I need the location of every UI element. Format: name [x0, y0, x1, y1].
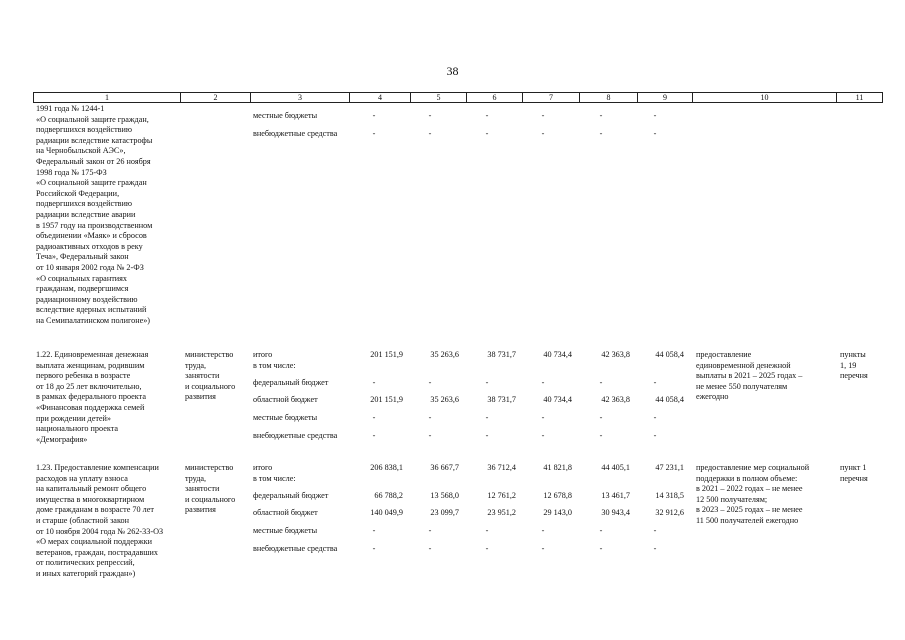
funding-source-label: федеральный бюджет [253, 491, 329, 500]
total-value: 44 058,4 [655, 350, 684, 359]
funding-value: - [372, 378, 376, 387]
column-header-10: 10 [692, 93, 836, 102]
total-value: 44 405,1 [601, 463, 630, 472]
funding-value: - [599, 431, 603, 440]
funding-value: 38 731,7 [487, 395, 516, 404]
total-value: 41 821,8 [543, 463, 572, 472]
total-label-line: в том числе: [253, 473, 296, 483]
funding-value: - [372, 129, 376, 138]
total-value: 47 231,1 [655, 463, 684, 472]
expected-result-line: 11 500 получателей ежегодно [696, 516, 799, 525]
expected-result-line: в 2021 – 2022 годах – не менее [696, 484, 803, 494]
funding-value: - [372, 544, 376, 553]
total-value: 38 731,7 [487, 350, 516, 359]
column-header-3: 3 [250, 93, 349, 102]
legal-reference-line: Российской Федерации, [36, 188, 120, 198]
expected-result-line: не менее 550 получателям [696, 381, 788, 391]
measure-title-line: от 18 до 25 лет включительно, [36, 381, 142, 391]
total-value: 35 263,6 [430, 350, 459, 359]
funding-value: - [428, 526, 432, 535]
expected-result-line: ежегодно [696, 392, 729, 402]
funding-value: - [541, 413, 545, 422]
funding-value: - [485, 111, 489, 120]
executor-line: занятости [185, 484, 220, 494]
legal-reference-line: подвергшихся воздействию [36, 199, 133, 209]
measure-title-line: «О мерах социальной поддержки [36, 537, 152, 547]
column-header-9: 9 [637, 93, 692, 102]
legal-reference-line: «О социальной защите граждан, [36, 114, 149, 124]
measure-title-line: при рождении детей» [36, 413, 112, 423]
legal-reference-line: на Чернобыльской АЭС», [36, 146, 126, 156]
legal-reference-line: объединении «Маяк» и сбросов [36, 231, 147, 241]
measure-title-line: 1.23. Предоставление компенсации [36, 463, 159, 472]
funding-value: - [541, 378, 545, 387]
funding-value: - [599, 378, 603, 387]
legal-reference-line: 1998 года № 175-ФЗ [36, 167, 107, 177]
funding-value: - [653, 413, 657, 422]
funding-value: - [599, 413, 603, 422]
funding-value: - [372, 526, 376, 535]
total-value: 36 712,4 [487, 463, 516, 472]
funding-value: - [428, 378, 432, 387]
funding-value: 66 788,2 [374, 491, 403, 500]
funding-value: - [541, 431, 545, 440]
executor-line: развития [185, 392, 216, 402]
funding-source-label: внебюджетные средства [253, 129, 338, 138]
legal-reference-line: на Семипалатинском полигоне») [36, 316, 151, 325]
measure-title-line: первого ребенка в возрасте [36, 371, 131, 381]
executor-line: и социального [185, 381, 236, 391]
funding-value: - [541, 544, 545, 553]
measure-title-line: доме гражданам в возрасте 70 лет [36, 505, 154, 515]
legal-reference-line: радиационному воздействию [36, 294, 138, 304]
reference-line: пункты [840, 350, 866, 359]
funding-value: - [485, 129, 489, 138]
legal-reference-line: гражданам, подвергшимся [36, 284, 129, 294]
funding-source-label: областной бюджет [253, 395, 318, 404]
funding-value: - [653, 431, 657, 440]
column-header-2: 2 [180, 93, 250, 102]
legal-reference-line: радиоактивных отходов в реку [36, 241, 143, 251]
legal-reference-line: Теча», Федеральный закон [36, 252, 129, 262]
expected-result-line: в 2023 – 2025 годах – не менее [696, 505, 803, 515]
funding-value: 12 761,2 [487, 491, 516, 500]
legal-reference-line: вследствие ядерных испытаний [36, 305, 147, 315]
funding-value: - [653, 544, 657, 553]
expected-result-line: 12 500 получателям; [696, 494, 768, 504]
measure-title-line: «Демография» [36, 434, 88, 444]
funding-value: 42 363,8 [601, 395, 630, 404]
expected-result-line: предоставление мер социальной [696, 463, 810, 472]
measure-title-line: и старше (областной закон [36, 516, 129, 525]
column-header-8: 8 [579, 93, 637, 102]
column-header-1: 1 [33, 93, 180, 102]
legal-reference-line: в 1957 году на производственном [36, 220, 153, 230]
legal-reference-line: от 10 января 2002 года № 2-ФЗ [36, 263, 144, 272]
measure-title-line: ветеранов, граждан, пострадавших [36, 547, 159, 557]
column-header-6: 6 [466, 93, 522, 102]
funding-value: - [541, 111, 545, 120]
executor-line: министерство [185, 463, 234, 472]
funding-value: - [653, 378, 657, 387]
funding-value: 30 943,4 [601, 508, 630, 517]
funding-value: 32 912,6 [655, 508, 684, 517]
executor-line: и социального [185, 494, 236, 504]
expected-result-line: выплаты в 2021 – 2025 годах – [696, 371, 803, 381]
column-header-4: 4 [349, 93, 410, 102]
reference-line: перечня [840, 473, 868, 483]
funding-value: - [653, 526, 657, 535]
funding-value: - [653, 129, 657, 138]
funding-value: - [485, 431, 489, 440]
measure-title-line: на капитальный ремонт общего [36, 484, 147, 494]
measure-title-line: в рамках федерального проекта [36, 392, 146, 402]
column-header-7: 7 [522, 93, 579, 102]
funding-value: - [599, 544, 603, 553]
executor-line: развития [185, 505, 216, 515]
funding-value: - [428, 413, 432, 422]
funding-source-label: федеральный бюджет [253, 378, 329, 387]
funding-value: 12 678,8 [543, 491, 572, 500]
measure-title-line: имущества в многоквартирном [36, 494, 145, 504]
legal-reference-line: радиации вследствие катастрофы [36, 135, 153, 145]
measure-title-line: и иных категорий граждан») [36, 569, 136, 578]
funding-value: - [428, 111, 432, 120]
total-value: 42 363,8 [601, 350, 630, 359]
expected-result-line: поддержки в полном объеме: [696, 473, 798, 483]
measure-title-line: от политических репрессий, [36, 558, 135, 568]
measure-title-line: «Финансовая поддержка семей [36, 403, 145, 412]
measure-title-line: от 10 ноября 2004 года № 262-33-ОЗ [36, 526, 164, 536]
executor-line: министерство [185, 350, 234, 359]
legal-reference-line: радиации вследствие аварии [36, 210, 136, 219]
executor-line: труда, [185, 473, 207, 483]
total-value: 206 838,1 [370, 463, 403, 472]
funding-value: - [372, 431, 376, 440]
total-value: 36 667,7 [430, 463, 459, 472]
funding-value: - [485, 526, 489, 535]
legal-reference-line: «О социальных гарантиях [36, 273, 128, 283]
expected-result-line: предоставление [696, 350, 752, 359]
legal-reference-line: «О социальной защите граждан [36, 178, 147, 188]
funding-value: - [428, 544, 432, 553]
funding-source-label: местные бюджеты [253, 526, 318, 535]
funding-value: - [541, 129, 545, 138]
reference-line: 1, 19 [840, 360, 857, 370]
total-label-line: в том числе: [253, 360, 296, 370]
funding-value: 13 568,0 [430, 491, 459, 500]
reference-line: пункт 1 [840, 463, 867, 472]
legal-reference-line: 1991 года № 1244-1 [36, 104, 105, 113]
funding-value: 44 058,4 [655, 395, 684, 404]
table-header-row [33, 92, 883, 103]
executor-line: занятости [185, 371, 220, 381]
total-label-line: итого [253, 350, 273, 359]
funding-value: - [541, 526, 545, 535]
funding-source-label: местные бюджеты [253, 111, 318, 120]
funding-value: - [599, 111, 603, 120]
funding-value: - [428, 431, 432, 440]
funding-value: - [485, 378, 489, 387]
funding-value: - [485, 544, 489, 553]
funding-value: - [372, 111, 376, 120]
funding-value: - [372, 413, 376, 422]
funding-value: - [428, 129, 432, 138]
executor-line: труда, [185, 360, 207, 370]
expected-result-line: единовременной денежной [696, 360, 791, 370]
funding-value: 201 151,9 [370, 395, 403, 404]
measure-title-line: расходов на уплату взноса [36, 473, 128, 483]
funding-value: 40 734,4 [543, 395, 572, 404]
reference-line: перечня [840, 371, 868, 381]
funding-value: 35 263,6 [430, 395, 459, 404]
funding-value: - [653, 111, 657, 120]
funding-value: - [599, 129, 603, 138]
funding-value: - [485, 413, 489, 422]
funding-value: 14 318,5 [655, 491, 684, 500]
funding-value: 29 143,0 [543, 508, 572, 517]
column-header-11: 11 [836, 93, 883, 102]
funding-value: 140 049,9 [370, 508, 403, 517]
column-header-5: 5 [410, 93, 466, 102]
total-value: 201 151,9 [370, 350, 403, 359]
total-value: 40 734,4 [543, 350, 572, 359]
total-label-line: итого [253, 463, 273, 472]
legal-reference-line: подвергшихся воздействию [36, 125, 133, 135]
funding-value: - [599, 526, 603, 535]
funding-value: 23 951,2 [487, 508, 516, 517]
measure-title-line: национального проекта [36, 424, 119, 434]
measure-title-line: выплата женщинам, родившим [36, 360, 145, 370]
funding-value: 13 461,7 [601, 491, 630, 500]
funding-source-label: областной бюджет [253, 508, 318, 517]
funding-source-label: внебюджетные средства [253, 431, 338, 440]
measure-title-line: 1.22. Единовременная денежная [36, 350, 149, 359]
funding-source-label: местные бюджеты [253, 413, 318, 422]
legal-reference-line: Федеральный закон от 26 ноября [36, 157, 151, 166]
funding-value: 23 099,7 [430, 508, 459, 517]
page-number: 38 [446, 64, 459, 78]
funding-source-label: внебюджетные средства [253, 544, 338, 553]
